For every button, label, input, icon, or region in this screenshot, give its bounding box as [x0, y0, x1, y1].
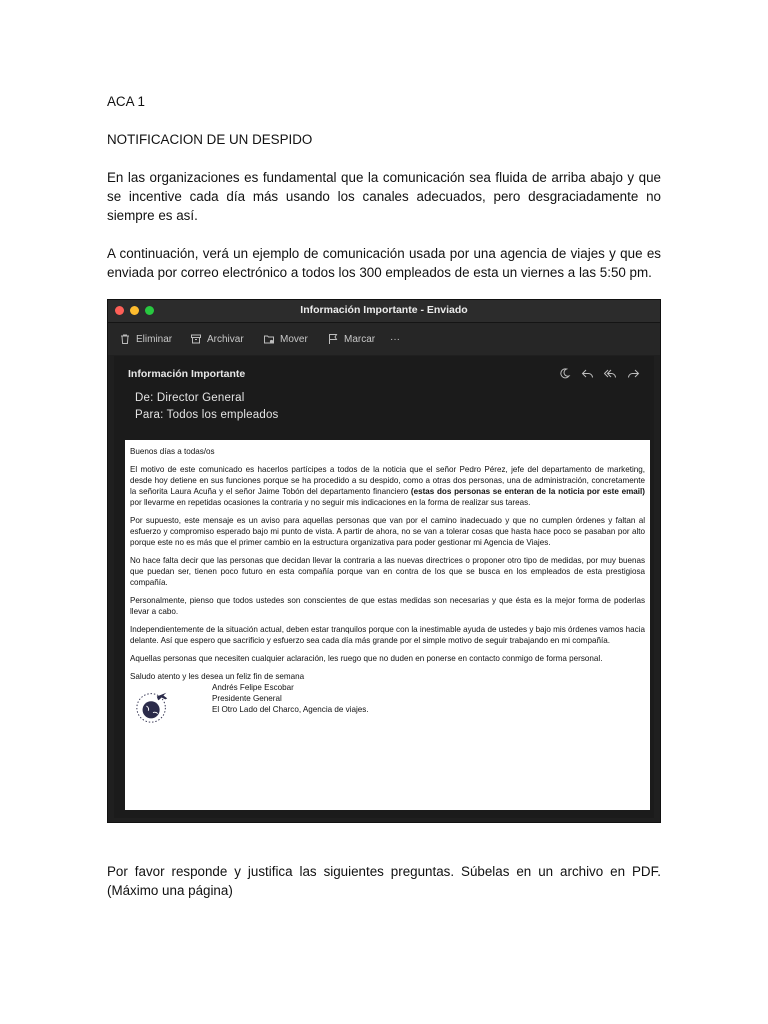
window-title: Información Importante - Enviado	[300, 304, 468, 316]
more-label: ···	[390, 333, 400, 345]
trash-icon	[119, 333, 131, 345]
heading-aca: ACA 1	[107, 94, 145, 109]
delete-label: Eliminar	[136, 333, 173, 345]
heading-title: NOTIFICACION DE UN DESPIDO	[107, 132, 313, 147]
flag-button[interactable]	[327, 331, 375, 347]
closing-line: Saludo atento y les desea un feliz fin de semana	[130, 672, 305, 681]
folder-move-icon	[263, 333, 275, 345]
body-paragraph-6: Aquellas personas que necesiten cualquier aclaración, les ruego que no duden en ponerse en contacto conmigo de forma personal.	[130, 654, 603, 663]
greeting: Buenos días a todas/os	[130, 447, 215, 456]
flag-icon	[327, 333, 339, 345]
reply-all-icon[interactable]	[604, 367, 617, 380]
body-paragraph-1-bold: (estas dos personas se enteran de la noticia por este email)	[410, 487, 645, 496]
message-body	[125, 440, 650, 810]
signature-block	[130, 671, 645, 731]
agency-globe-logo-icon	[134, 687, 172, 725]
context-paragraph: A continuación, verá un ejemplo de comunicación usada por una agencia de viajes y que es enviada por correo electrónico a todos los 300 empleados de esta un viernes a las 5:50 pm.	[107, 246, 661, 280]
delete-button[interactable]	[119, 331, 172, 347]
message-subject: Información Importante	[128, 368, 246, 380]
window-titlebar	[108, 300, 660, 323]
archive-icon	[190, 333, 202, 345]
body-paragraph-3: No hace falta decir que las personas que decidan llevar la contraria a las nuevas directrices o proponer otro tipo de medidas, por muy buenas que puedan ser, tienen poco futuro en esta compañía porque van en contra de los que se busca en los empleados de esta prestigiosa compañía.	[130, 556, 645, 587]
signature-title: Presidente General	[212, 694, 282, 703]
more-button[interactable]	[390, 331, 400, 347]
move-label: Mover	[280, 333, 308, 345]
archive-label: Archivar	[207, 333, 244, 345]
message-actions	[558, 367, 640, 380]
flag-label: Marcar	[344, 333, 376, 345]
email-screenshot	[107, 299, 661, 823]
sender-line: De: Director General	[135, 392, 245, 404]
signature-name: Andrés Felipe Escobar	[212, 683, 294, 692]
body-paragraph-1	[130, 464, 645, 508]
recipient-line: Para: Todos los empleados	[135, 409, 279, 421]
forward-icon[interactable]	[627, 367, 640, 380]
instructions-paragraph: Por favor responde y justifica las siguientes preguntas. Súbelas en un archivo en PDF. (Máximo una página)	[107, 864, 661, 898]
reply-icon[interactable]	[581, 367, 594, 380]
body-paragraph-1-rest: por llevarme en repetidas ocasiones la contraria y no seguir mis indicaciones en la forma de realizar sus tareas.	[130, 498, 531, 507]
mail-toolbar	[108, 323, 660, 355]
intro-paragraph: En las organizaciones es fundamental que la comunicación sea fluida de arriba abajo y que se incentive cada día más usando los canales adecuados, pero desgraciadamente no siempre es así.	[107, 170, 661, 223]
body-paragraph-2: Por supuesto, este mensaje es un aviso para aquellas personas que van por el camino inadecuado y que no cumplen órdenes y faltan al esfuerzo y compromiso esperado bajo mi punto de vista. A partir de ahora, no se van a tolerar cosas que hasta hace poco se pasaban por alto porque este no es más que el primer cambio en la estructura organizativa para poder gestionar mi Agencia de Viajes.	[130, 516, 645, 547]
snooze-icon[interactable]	[558, 367, 571, 380]
body-paragraph-5: Independientemente de la situación actual, deben estar tranquilos porque con la inestimable ayuda de ustedes y bajo mis órdenes vamos hacia delante. Así que espero que sacrificio y esfuerzo sea cada día más grande por el simple motivo de seguir trabajando en mi compañía.	[130, 625, 645, 645]
message-pane	[114, 356, 654, 818]
body-paragraph-1-text: El motivo de este comunicado es hacerlos partícipes a todos de la noticia que el señor Pedro Pérez, jefe del departamento de marketing, desde hoy detiene en sus funciones porque se ha procedido a su despido, como a otras dos personas, una de administración, concretamente la señorita Laura Acuña y el señor Jaime Tobón del departamento financiero	[130, 465, 645, 496]
body-paragraph-4: Personalmente, pienso que todos ustedes son conscientes de que estas medidas son necesarias y que ésta es la mejor forma de poderlas llevar a cabo.	[130, 596, 645, 616]
archive-button[interactable]	[190, 331, 244, 347]
move-button[interactable]	[263, 331, 308, 347]
signature-company: El Otro Lado del Charco, Agencia de viajes.	[212, 705, 369, 714]
